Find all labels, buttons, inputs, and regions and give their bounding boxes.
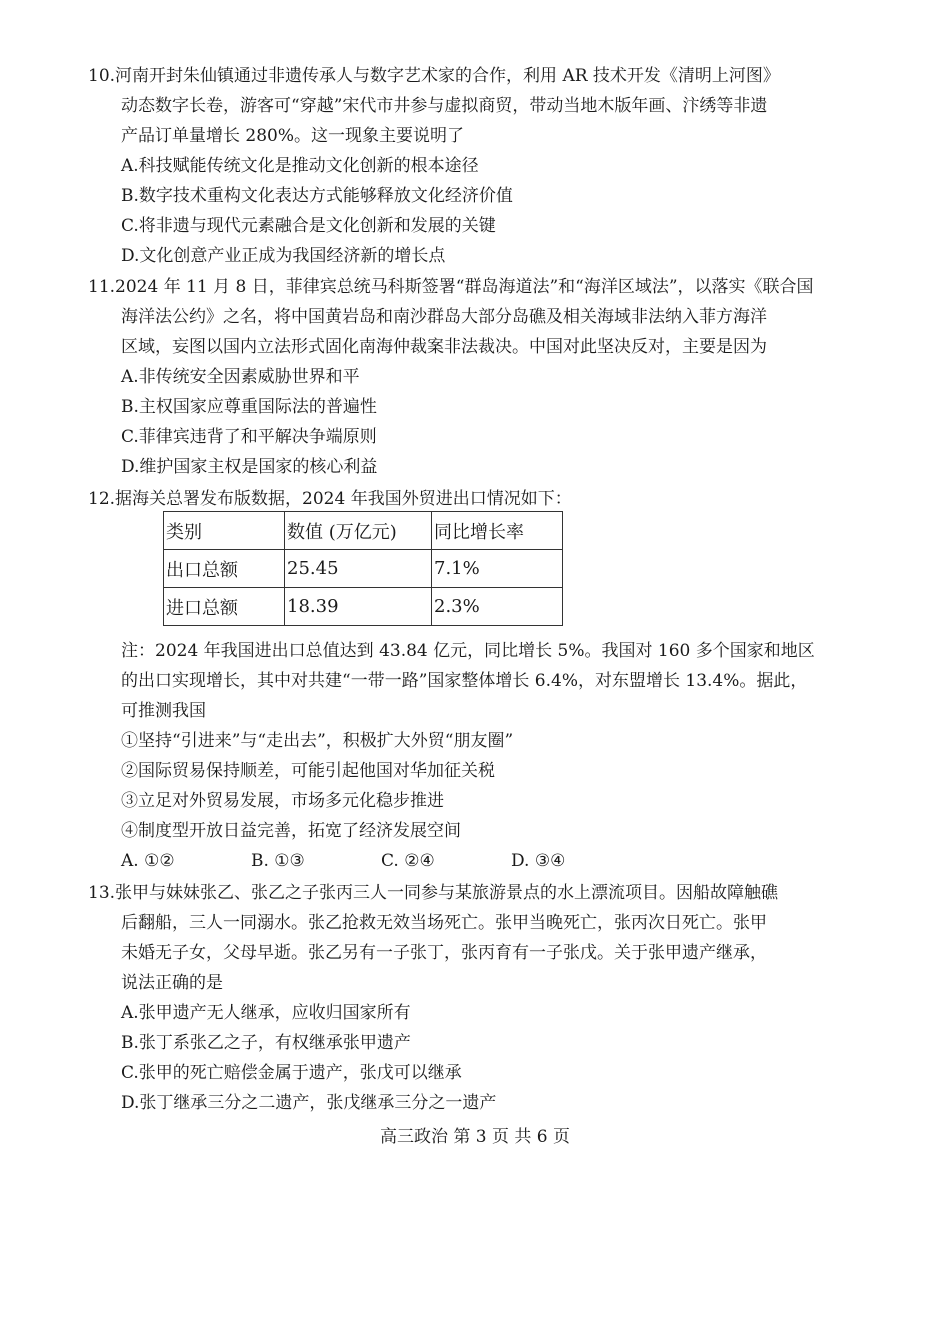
question-12-note-line-3: 可推测我国	[121, 701, 206, 721]
question-11-option-a: A.非传统安全因素威胁世界和平	[121, 367, 360, 387]
table-cell: 7.1%	[432, 550, 563, 588]
question-13	[88, 878, 878, 1118]
question-13-option-a: A.张甲遗产无人继承，应收归国家所有	[121, 1003, 411, 1023]
table-row	[164, 550, 563, 588]
table-header-cell: 数值 (万亿元)	[285, 512, 432, 550]
question-10-stem-line-1: 10.河南开封朱仙镇通过非遗传承人与数字艺术家的合作，利用 AR 技术开发《清明上河图》	[88, 66, 780, 86]
question-12-options	[88, 846, 878, 876]
question-13-option-c: C.张甲的死亡赔偿金属于遗产，张戊可以继承	[121, 1063, 462, 1083]
question-12-option-c: C. ②④	[381, 851, 435, 871]
question-11-stem-line-1: 11.2024 年 11 月 8 日，菲律宾总统马科斯签署“群岛海道法”和“海洋区域法”，以落实《联合国	[88, 277, 814, 297]
table-cell: 2.3%	[432, 588, 563, 626]
question-13-option-d: D.张丁继承三分之二遗产，张戊继承三分之一遗产	[121, 1093, 497, 1113]
table-cell: 进口总额	[164, 588, 285, 626]
trade-data-table	[163, 511, 563, 626]
table-cell: 25.45	[285, 550, 432, 588]
table-row	[164, 588, 563, 626]
question-12-option-b: B. ①③	[251, 851, 305, 871]
question-11-option-c: C.菲律宾违背了和平解决争端原则	[121, 427, 377, 447]
question-13-stem-line-3: 未婚无子女，父母早逝。张乙另有一子张丁，张丙育有一子张戊。关于张甲遗产继承，	[121, 943, 767, 963]
page-footer: 高三政治 第 3 页 共 6 页	[379, 1127, 571, 1147]
question-13-stem-line-1: 13.张甲与妹妹张乙、张乙之子张丙三人一同参与某旅游景点的水上漂流项目。因船故障触礁	[88, 883, 779, 903]
question-11-stem-line-2: 海洋法公约》之名，将中国黄岩岛和南沙群岛大部分岛礁及相关海域非法纳入菲方海洋	[121, 307, 767, 327]
table-cell: 18.39	[285, 588, 432, 626]
question-11	[88, 272, 878, 482]
question-13-stem-line-4: 说法正确的是	[121, 973, 223, 993]
question-12-note-line-2: 的出口实现增长，其中对共建“一带一路”国家整体增长 6.4%，对东盟增长 13.4%。据此，	[121, 671, 808, 691]
table-cell: 出口总额	[164, 550, 285, 588]
question-10-option-c: C.将非遗与现代元素融合是文化创新和发展的关键	[121, 216, 496, 236]
question-10	[88, 61, 878, 271]
question-10-option-d: D.文化创意产业正成为我国经济新的增长点	[121, 246, 446, 266]
question-13-stem-line-2: 后翻船，三人一同溺水。张乙抢救无效当场死亡。张甲当晚死亡，张丙次日死亡。张甲	[121, 913, 767, 933]
question-12-statement-2: ②国际贸易保持顺差，可能引起他国对华加征关税	[121, 761, 495, 781]
question-11-stem-line-3: 区域，妄图以国内立法形式固化南海仲裁案非法裁决。中国对此坚决反对，主要是因为	[121, 337, 767, 357]
question-12-body	[88, 636, 878, 876]
question-12-statement-3: ③立足对外贸易发展，市场多元化稳步推进	[121, 791, 444, 811]
question-12-statement-4: ④制度型开放日益完善，拓宽了经济发展空间	[121, 821, 461, 841]
table-header-cell: 类别	[164, 512, 285, 550]
question-12-stem: 12.据海关总署发布版数据，2024 年我国外贸进出口情况如下：	[88, 489, 572, 509]
question-12-option-d: D. ③④	[511, 851, 566, 871]
question-13-option-b: B.张丁系张乙之子，有权继承张甲遗产	[121, 1033, 411, 1053]
table-header-cell: 同比增长率	[432, 512, 563, 550]
table-header-row	[164, 512, 563, 550]
question-11-option-d: D.维护国家主权是国家的核心利益	[121, 457, 378, 477]
question-12-note-line-1: 注：2024 年我国进出口总值达到 43.84 亿元，同比增长 5%。我国对 160 多个国家和地区	[121, 641, 815, 661]
question-10-option-b: B.数字技术重构文化表达方式能够释放文化经济价值	[121, 186, 513, 206]
question-10-option-a: A.科技赋能传统文化是推动文化创新的根本途径	[121, 156, 479, 176]
question-10-stem-line-2: 动态数字长卷，游客可“穿越”宋代市井参与虚拟商贸，带动当地木版年画、汴绣等非遗	[121, 96, 768, 116]
question-12-statement-1: ①坚持“引进来”与“走出去”，积极扩大外贸“朋友圈”	[121, 731, 514, 751]
question-12-intro	[88, 484, 878, 514]
question-12-option-a: A. ①②	[121, 851, 175, 871]
question-11-option-b: B.主权国家应尊重国际法的普遍性	[121, 397, 377, 417]
question-10-stem-line-3: 产品订单量增长 280%。这一现象主要说明了	[121, 126, 465, 146]
